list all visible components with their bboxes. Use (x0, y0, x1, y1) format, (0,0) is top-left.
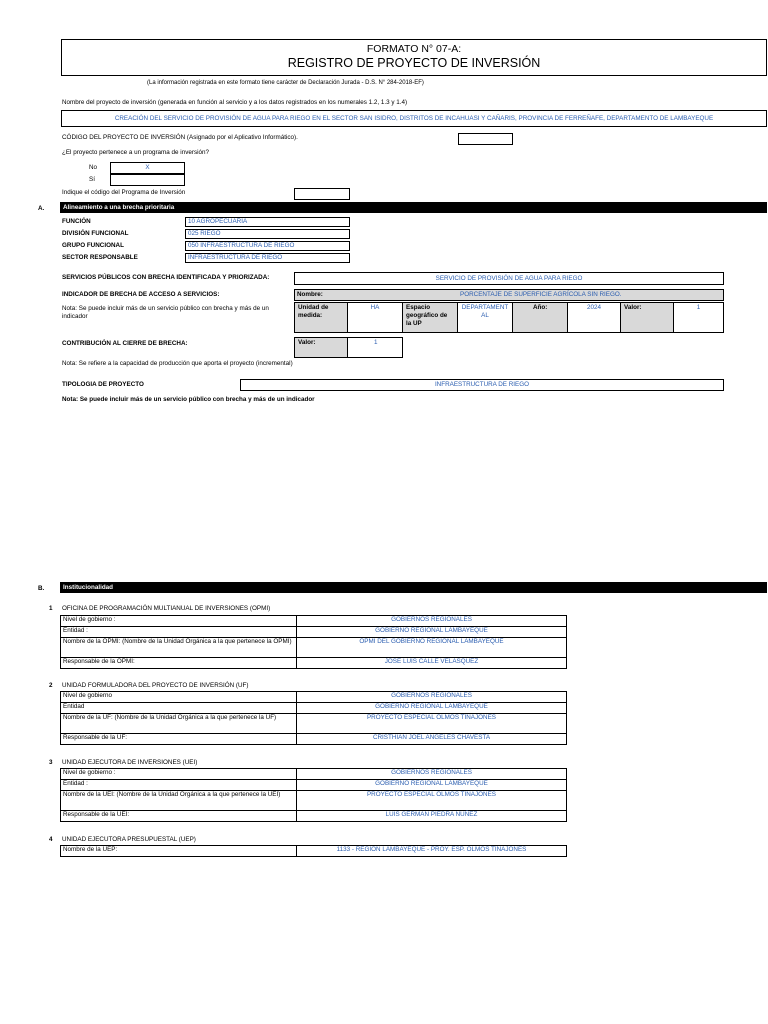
unidad-value: HA (347, 302, 403, 333)
opmi-row-label: Responsable de la OPMI: (61, 658, 297, 669)
uf-number: 2 (49, 682, 53, 689)
grupo-field[interactable] (185, 241, 350, 251)
uep-title: UNIDAD EJECUTORA PRESUPUESTAL (UEP) (62, 836, 196, 843)
uf-row-value: GOBIERNOS REGIONALES (297, 692, 567, 703)
opmi-row-value: OPMI DEL GOBIERNO REGIONAL LAMBAYEQUE (297, 638, 567, 658)
nombre-value: PORCENTAJE DE SUPERFICIE AGRÍCOLA SIN RIEGO. (460, 291, 622, 298)
uf-row-label: Nivel de gobierno (61, 692, 297, 703)
uei-number: 3 (49, 759, 53, 766)
opmi-title: OFICINA DE PROGRAMACIÓN MULTIANUAL DE INVERSIONES (OPMI) (62, 605, 271, 612)
indicator-label: INDICADOR DE BRECHA DE ACCESO A SERVICIOS: (62, 291, 220, 298)
note-three: Nota: Se puede incluir más de un servicio público con brecha y más de un indicador (62, 396, 315, 403)
program-code-field[interactable] (294, 188, 350, 200)
option-si-field[interactable] (110, 174, 185, 186)
tipologia-value: INFRAESTRUCTURA DE RIEGO (434, 381, 530, 388)
uei-row-value: GOBIERNO REGIONAL LAMBAYEQUE (297, 780, 567, 791)
option-no-label: No (89, 164, 98, 171)
uf-row-value: GOBIERNO REGIONAL LAMBAYEQUE (297, 703, 567, 714)
opmi-number: 1 (49, 605, 53, 612)
declaration-note: (La información registrada en este formato tiene carácter de Declaración Jurada - D.S. N° 284-2018-EF) (147, 80, 424, 86)
nombre-label: Nombre: (297, 291, 323, 298)
uf-row-label: Nombre de la UF: (Nombre de la Unidad Orgánica a la que pertenece la UF) (61, 714, 297, 734)
contrib-valor-value: 1 (347, 337, 403, 358)
funcion-field[interactable] (185, 217, 350, 227)
uf-row-value: CRISTHIAN JOEL ANGELES CHAVESTA (297, 734, 567, 745)
uei-row-value: LUIS GERMAN PIEDRA NUÑEZ (297, 811, 567, 822)
opmi-row-label: Nivel de gobierno : (61, 616, 297, 627)
section-a-letter: A. (38, 205, 45, 212)
nombre-label-cell (294, 289, 724, 301)
uep-row-label: Nombre de la UEP: (61, 846, 297, 857)
uei-row-label: Responsable de la UEI: (61, 811, 297, 822)
option-no-field[interactable] (110, 162, 185, 174)
grupo-label: GRUPO FUNCIONAL (62, 242, 124, 249)
sector-value: INFRAESTRUCTURA DE RIEGO (188, 254, 283, 261)
services-value: SERVICIO DE PROVISIÓN DE AGUA PARA RIEGO (435, 275, 583, 282)
anio-label: Año: (512, 302, 568, 333)
option-si-label: Sí (89, 176, 95, 183)
uei-row-label: Nombre de la UEI: (Nombre de la Unidad Orgánica a la que pertenece la UEI) (61, 791, 297, 811)
valor-label: Valor: (620, 302, 674, 333)
division-field[interactable] (185, 229, 350, 239)
uf-title: UNIDAD FORMULADORA DEL PROYECTO DE INVERSIÓN (UF) (62, 682, 249, 689)
program-question: ¿El proyecto pertenece a un programa de inversión? (62, 149, 210, 156)
project-code-field[interactable] (458, 133, 513, 145)
opmi-row-value: GOBIERNOS REGIONALES (297, 616, 567, 627)
espacio-value: DEPARTAMENTAL (457, 302, 513, 333)
funcion-value: 10 AGROPECUARIA (188, 218, 248, 225)
funcion-label: FUNCIÓN (62, 218, 91, 225)
note-one: Nota: Se puede incluir más de un servicio público con brecha y más de un indicador (62, 305, 269, 320)
opmi-row-value: GOBIERNO REGIONAL LAMBAYEQUE (297, 627, 567, 638)
contrib-valor-label: Valor: (294, 337, 348, 358)
anio-value: 2024 (567, 302, 621, 333)
project-name-label: Nombre del proyecto de inversión (generada en función al servicio y a los datos registrados en los numerales 1.2, 1.3 y 1.4) (62, 99, 408, 106)
valor-value: 1 (673, 302, 724, 333)
uei-row-value: GOBIERNOS REGIONALES (297, 769, 567, 780)
project-name-value: CREACIÓN DEL SERVICIO DE PROVISIÓN DE AGUA PARA RIEGO EN EL SECTOR SAN ISIDRO, DISTRITOS DE INCAHUASI Y CAÑARIS, PROVINCIA DE FERREÑAFE, DEPARTAMENTO DE LAMBAYEQUE (114, 115, 714, 122)
uf-row-label: Entidad (61, 703, 297, 714)
page-title: REGISTRO DE PROYECTO DE INVERSIÓN (287, 56, 541, 70)
contribucion-label: CONTRIBUCIÓN AL CIERRE DE BRECHA: (62, 340, 188, 347)
uf-row-value: PROYECTO ESPECIAL OLMOS TINAJONES (297, 714, 567, 734)
espacio-label: Espacio geográfico de la UP (402, 302, 458, 333)
uep-number: 4 (49, 836, 53, 843)
sector-field[interactable] (185, 253, 350, 263)
services-label: SERVICIOS PÚBLICOS CON BRECHA IDENTIFICADA Y PRIORIZADA: (62, 274, 270, 281)
uep-row-value: 1133 - REGION LAMBAYEQUE - PROY. ESP. OLMOS TINAJONES (297, 846, 567, 857)
header-box (61, 39, 767, 76)
format-number: FORMATO N° 07-A: (366, 43, 462, 55)
division-value: 025 RIEGO (188, 230, 221, 237)
uei-table (60, 768, 567, 822)
option-no-value: X (145, 164, 150, 171)
opmi-row-label: Entidad : (61, 627, 297, 638)
uei-title: UNIDAD EJECUTORA DE INVERSIONES (UEI) (62, 759, 198, 766)
program-code-label: Indique el código del Programa de Inversión (62, 189, 186, 196)
section-b-letter: B. (38, 585, 45, 592)
division-label: DIVISIÓN FUNCIONAL (62, 230, 129, 237)
uei-row-value: PROYECTO ESPECIAL OLMOS TINAJONES (297, 791, 567, 811)
uf-table (60, 691, 567, 745)
sector-label: SECTOR RESPONSABLE (62, 254, 138, 261)
tipologia-field[interactable] (240, 379, 724, 391)
section-a-header: Alineamiento a una brecha prioritaria (60, 202, 767, 213)
note-two: Nota: Se refiere a la capacidad de producción que aporta el proyecto (incremental) (62, 360, 293, 367)
unidad-label: Unidad de medida: (294, 302, 348, 333)
services-field[interactable] (294, 272, 724, 285)
uei-row-label: Entidad : (61, 780, 297, 791)
opmi-table (60, 615, 567, 669)
opmi-row-value: JOSE LUIS CALLE VELASQUEZ (297, 658, 567, 669)
section-b-header: Institucionalidad (60, 582, 767, 593)
project-name-field[interactable] (61, 110, 767, 127)
tipologia-label: TIPOLOGIA DE PROYECTO (62, 381, 144, 388)
uei-row-label: Nivel de gobierno : (61, 769, 297, 780)
project-code-label: CÓDIGO DEL PROYECTO DE INVERSIÓN (Asignado por el Aplicativo Informático). (62, 134, 298, 141)
uf-row-label: Responsable de la UF: (61, 734, 297, 745)
uep-table (60, 845, 567, 857)
grupo-value: 050 INFRAESTRUCTURA DE RIEGO (188, 242, 295, 249)
opmi-row-label: Nombre de la OPMI: (Nombre de la Unidad Orgánica a la que pertenece la OPMI) (61, 638, 297, 658)
